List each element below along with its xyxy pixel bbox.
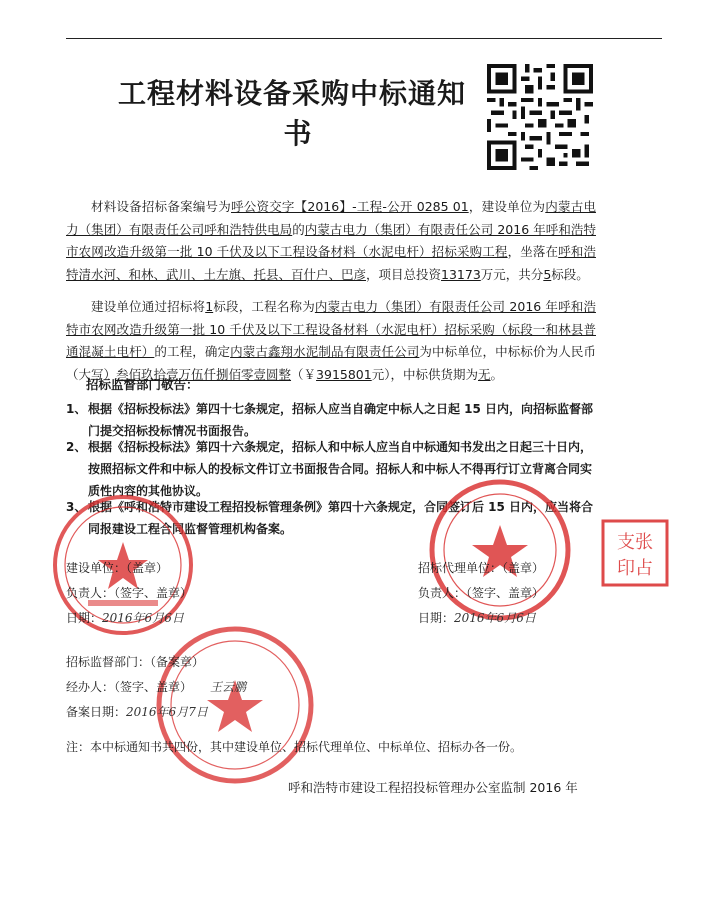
agent-date-value: 2016年6月6日 [454, 611, 536, 625]
record-date-value: 2016年6月7日 [126, 705, 208, 719]
record-date-label: 备案日期： [66, 705, 127, 719]
item-number: 1、 [66, 402, 87, 416]
p2-suffix: 。 [490, 366, 504, 382]
footnote: 注：本中标通知书共四份，其中建设单位、招标代理单位、中标单位、招标办各一份。 [66, 740, 523, 754]
agent-responsible-label: 负责人：（签字、盖章） [418, 586, 545, 600]
p1-prefix: 材料设备招标备案编号为 [91, 199, 232, 214]
agent-date-label: 日期： [418, 611, 455, 625]
owner-date-row [66, 608, 184, 628]
square-seal [600, 518, 670, 588]
project-name: 内蒙古电力（集团）有限责任公司 2016 年呼和浩特市农网改造升级第一批 10 千伏及以下工程设备材料（水泥电杆）招标采购工程 [66, 221, 596, 259]
p2-mid2: 的工程，确定 [154, 344, 231, 359]
p1-mid4: ，项目总投资 [366, 266, 442, 282]
owner-date-value: 2016年6月6日 [102, 611, 184, 625]
supply-period: 无 [477, 366, 491, 382]
agent-date-row [418, 608, 536, 628]
price-in-words: 叁佰玖拾壹万伍仟捌佰零壹圆整 [116, 366, 292, 382]
p2-mid4: （￥ [291, 366, 317, 382]
supervisor-label: 招标监督部门：（备案章） [66, 655, 205, 669]
issuer-footer: 呼和浩特市建设工程招投标管理办公室监制 2016 年 [288, 780, 578, 795]
qr-code-icon [487, 64, 593, 170]
paragraph-award [66, 296, 596, 386]
notice-heading: 招标监督部门敬告： [86, 377, 199, 392]
svg-text:印占: 印占 [617, 558, 653, 579]
agent-seal-label: 招标代理单位：（盖章） [418, 561, 545, 575]
item-text: 根据《招标投标法》第四十六条规定，招标人和中标人应当自中标通知书发出之日起三十日内，按照招标文件和中标人的投标文件订立书面报告合同。招标人和中标人不得再行订立背离合同实质性内容的其他协议。 [88, 440, 593, 498]
svg-text:支张: 支张 [617, 532, 653, 553]
p2-mid3: 为中标单位，中标标价为人民币（大写） [66, 344, 596, 382]
title-line1: 工程材料设备采购中标通知 [118, 77, 467, 110]
document-title [118, 74, 478, 154]
record-number: 呼公资交字【2016】-工程-公开 0285 01 [231, 199, 469, 214]
item-number: 2、 [66, 440, 87, 454]
owner-responsible-label: 负责人：（签字、盖章） [66, 586, 193, 600]
p1-mid5: 万元，共分 [480, 266, 544, 282]
item-text: 根据《招标投标法》第四十七条规定，招标人应当自确定中标人之日起 15 日内，向招标监督部门提交招标投标情况书面报告。 [88, 402, 594, 438]
handler-signature: 王云鹏 [210, 680, 247, 694]
top-rule [66, 38, 662, 39]
item-text: 根据《呼和浩特市建设工程招投标管理条例》第四十六条规定，合同签订后 15 日内，应当将合同报建设工程合同监督管理机构备案。 [88, 500, 594, 536]
p1-mid1: ，建设单位为 [468, 199, 546, 214]
p1-mid3: ，坐落在 [507, 244, 559, 259]
project-location: 呼和浩特清水河、和林、武川、土左旗、托县、百什户、巴彦 [66, 244, 596, 282]
lot-count: 5 [543, 266, 552, 282]
handler-label: 经办人：（签字、盖章） [66, 680, 193, 694]
p2-prefix: 建设单位通过招标将 [91, 299, 206, 314]
p1-mid2: 的 [292, 221, 305, 237]
item-number: 3、 [66, 500, 87, 514]
price-number: 3915801 [316, 366, 372, 382]
p2-mid1: 标段，工程名称为 [213, 299, 315, 314]
paragraph-record [66, 196, 596, 286]
p2-mid5: 元），中标供货期为 [371, 366, 478, 382]
handler-row [66, 677, 246, 697]
owner-seal-label: 建设单位：（盖章） [66, 561, 169, 575]
record-date-row [66, 702, 208, 722]
owner-unit: 内蒙古电力（集团）有限责任公司呼和浩特供电局 [66, 199, 596, 237]
lot-number: 1 [205, 299, 214, 314]
owner-date-label: 日期： [66, 611, 103, 625]
title-line2: 书 [283, 117, 313, 150]
p1-suffix: 标段。 [551, 266, 589, 282]
award-project-name: 内蒙古电力（集团）有限责任公司 2016 年呼和浩特市农网改造升级第一批 10 千伏及以下工程设备材料（水泥电杆）招标采购（标段一和林县普通混凝土电杆） [66, 299, 596, 359]
investment-amount: 13173 [441, 266, 481, 282]
winning-bidder: 内蒙古鑫翔水泥制品有限责任公司 [230, 344, 420, 359]
